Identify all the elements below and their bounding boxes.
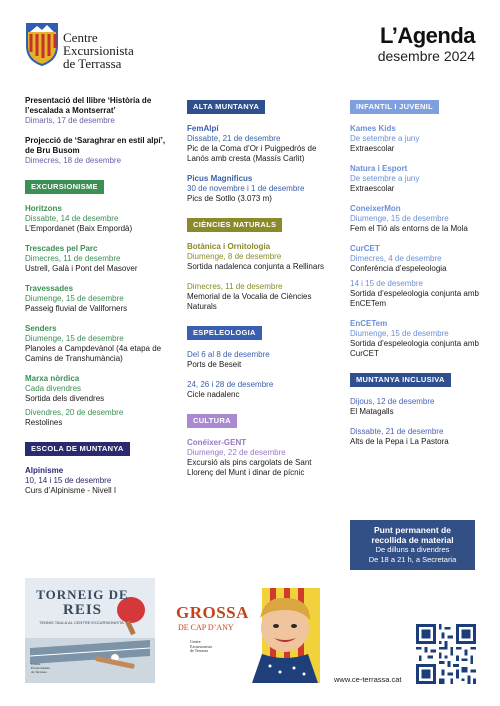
item-desc: Pic de la Coma d’Or i Puigpedrós de Lanós amb cresta (Massís Carlit)	[187, 144, 317, 163]
column-middle	[187, 96, 337, 488]
item-name: Natura i Esport	[350, 164, 408, 173]
item-desc: Sortida d’espeleologia conjunta amb CurCET	[350, 339, 479, 358]
item-name: ConeixerMon	[350, 204, 401, 213]
section-excursionisme	[25, 176, 175, 428]
list-item	[350, 427, 480, 447]
section-espeleologia	[187, 322, 337, 400]
item-date: Diumenge, 22 de desembre	[187, 448, 286, 457]
section-header: ALTA MUNTANYA	[187, 100, 265, 114]
item-date: Dimecres, 11 de desembre	[187, 282, 283, 291]
page-title-block	[378, 24, 475, 64]
item-name: CurCET	[350, 244, 380, 253]
section-infantil-juvenil	[350, 96, 480, 359]
item-desc: Passeig fluvial de Vallforners	[25, 304, 128, 313]
item-desc: Restolines	[25, 418, 63, 427]
org-name-line1: Centre	[63, 30, 98, 45]
item-name: Travessades	[25, 284, 74, 293]
torneig-title-line1: TORNEIG DE	[36, 587, 129, 602]
section-header: EXCURSIONISME	[25, 180, 104, 194]
item-date: De setembre a juny	[350, 174, 420, 183]
torneig-title-line2: REIS	[62, 602, 103, 618]
collection-point-banner	[350, 520, 475, 570]
grossa-logo	[190, 640, 212, 654]
item-date: Diumenge, 8 de desembre	[187, 252, 282, 261]
item-desc: Fem el Tió als entorns de la Mola	[350, 224, 468, 233]
list-item	[25, 374, 175, 404]
item-desc: Extraescolar	[350, 184, 395, 193]
item-name: Conéixer-GENT	[187, 438, 247, 447]
column-right	[350, 96, 480, 457]
item-name: Alpinisme	[25, 466, 64, 475]
grossa-poster[interactable]	[170, 588, 320, 683]
grossa-logo-line3: de Terrassa	[190, 648, 208, 653]
item-name: Trescades pel Parc	[25, 244, 98, 253]
grossa-logo-line2: Excursionista	[190, 643, 212, 649]
item-date: Divendres, 20 de desembre	[25, 408, 124, 417]
item-date: Dimarts, 17 de desembre	[25, 116, 115, 125]
item-date: 14 i 15 de desembre	[350, 279, 423, 288]
item-desc: Planoles a Campdevànol (4a etapa de Camins de Transhumància)	[25, 344, 162, 363]
list-item	[350, 204, 480, 234]
list-item	[187, 124, 337, 164]
torneig-logo-line2: Excursionista	[31, 666, 51, 670]
grossa-subtitle: DE CAP D’ANY	[178, 623, 234, 632]
item-date: 24, 26 i 28 de desembre	[187, 380, 274, 389]
item-name: Marxa nòrdica	[25, 374, 80, 383]
item-desc: Curs d’Alpinisme - Nivell I	[25, 486, 117, 495]
list-item	[25, 96, 175, 126]
torneig-poster[interactable]	[25, 578, 155, 683]
item-name: FemAlpí	[187, 124, 219, 133]
item-date: Diumenge, 15 de desembre	[350, 329, 449, 338]
item-date: Cada divendres	[25, 384, 82, 393]
item-desc: Sortida d’espeleologia conjunta amb EnCETem	[350, 289, 479, 308]
list-item	[350, 279, 480, 309]
org-name-line2: Excursionista	[63, 43, 134, 58]
grossa-title: GROSSA	[176, 603, 249, 622]
banner-title-line2: recollida de material	[371, 535, 454, 545]
item-name: Presentació del llibre ‘Història de l’escalada a Montserrat’	[25, 96, 152, 115]
item-date: 10, 14 i 15 de desembre	[25, 476, 112, 485]
item-name: Horitzons	[25, 204, 62, 213]
org-logo	[25, 22, 145, 72]
item-desc: Extraescolar	[350, 144, 395, 153]
item-desc: El Matagalls	[350, 407, 394, 416]
list-item	[187, 350, 337, 370]
intro-section	[25, 96, 175, 166]
torneig-logo	[31, 662, 50, 674]
section-header: INFANTIL I JUVENIL	[350, 100, 439, 114]
torneig-subtitle: TENNIS TAULA AL CENTRE EXCURSIONISTA	[39, 620, 124, 625]
list-item	[25, 466, 175, 496]
item-name: EnCETem	[350, 319, 388, 328]
section-alta-muntanya	[187, 96, 337, 204]
list-item	[25, 408, 175, 428]
item-date: Diumenge, 15 de desembre	[25, 294, 124, 303]
org-name-line3: de Terrassa	[63, 56, 122, 71]
list-item	[187, 380, 337, 400]
list-item	[350, 244, 480, 274]
page-subtitle: desembre 2024	[377, 48, 475, 64]
item-name: Projecció de ‘Saraghrar en estil alpí’, de Bru Busom	[25, 136, 166, 155]
website-link[interactable]: www.ce-terrassa.cat	[334, 675, 402, 684]
item-date: Dissabte, 21 de desembre	[350, 427, 444, 436]
list-item	[25, 324, 175, 364]
item-date: De setembre a juny	[350, 134, 420, 143]
item-date: Dimecres, 4 de desembre	[350, 254, 442, 263]
list-item	[187, 242, 337, 272]
list-item	[350, 319, 480, 359]
list-item	[25, 284, 175, 314]
item-date: Dimecres, 11 de desembre	[25, 254, 121, 263]
list-item	[25, 136, 175, 166]
section-escola	[25, 438, 175, 496]
item-desc: Alts de la Pepa i La Pastora	[350, 437, 449, 446]
section-header: MUNTANYA INCLUSIVA	[350, 373, 451, 387]
item-name: Kames Kids	[350, 124, 396, 133]
section-header: CULTURA	[187, 414, 237, 428]
item-date: Dimecres, 18 de desembre	[25, 156, 122, 165]
item-desc: Sortida dels divendres	[25, 394, 105, 403]
list-item	[350, 124, 480, 154]
item-desc: Memorial de la Vocalia de Ciències Naturals	[187, 292, 312, 311]
item-name: Senders	[25, 324, 57, 333]
list-item	[25, 204, 175, 234]
list-item	[187, 438, 337, 478]
item-desc: L’Empordanet (Baix Empordà)	[25, 224, 133, 233]
torneig-logo-line1: Centre	[31, 662, 41, 666]
section-ciencies-naturals	[187, 214, 337, 312]
list-item	[187, 282, 337, 312]
list-item	[350, 164, 480, 194]
item-desc: Cicle nadalenc	[187, 390, 240, 399]
torneig-logo-line3: de Terrassa	[31, 670, 47, 674]
item-desc: Pics de Sotllo (3.073 m)	[187, 194, 272, 203]
item-desc: Ports de Beseit	[187, 360, 242, 369]
item-desc: Conferència d’espeleologia	[350, 264, 447, 273]
list-item	[350, 397, 480, 417]
item-date: Dijous, 12 de desembre	[350, 397, 435, 406]
column-left	[25, 96, 175, 506]
item-date: Diumenge, 15 de desembre	[350, 214, 449, 223]
list-item	[187, 174, 337, 204]
item-desc: Sortida nadalenca conjunta a Rellinars	[187, 262, 324, 271]
item-desc: Ustrell, Galà i Pont del Masover	[25, 264, 138, 273]
item-date: Dissabte, 21 de desembre	[187, 134, 281, 143]
banner-line4: De 18 a 21 h, a Secretaria	[368, 555, 457, 564]
section-header: ESPELEOLOGIA	[187, 326, 262, 340]
section-muntanya-inclusiva	[350, 369, 480, 447]
qr-code-icon[interactable]	[416, 624, 476, 684]
item-name: Botànica i Ornitologia	[187, 242, 271, 251]
banner-line3: De dilluns a divendres	[375, 545, 450, 554]
list-item	[25, 244, 175, 274]
grossa-logo-line1: Centre	[190, 639, 201, 644]
page-title: L’Agenda	[379, 23, 475, 48]
org-name	[63, 31, 134, 70]
item-date: Diumenge, 15 de desembre	[25, 334, 124, 343]
section-header: ESCOLA DE MUNTANYA	[25, 442, 130, 456]
banner-title-line1: Punt permanent de	[374, 525, 451, 535]
item-desc: Excursió als pins cargolats de Sant Llorenç del Munt i dinar de pícnic	[187, 458, 312, 477]
item-date: 30 de novembre i 1 de desembre	[187, 184, 305, 193]
shield-icon	[25, 22, 59, 66]
item-name: Picus Magnificus	[187, 174, 253, 183]
section-cultura	[187, 410, 337, 478]
section-header: CIÈNCIES NATURALS	[187, 218, 282, 232]
item-date: Del 6 al 8 de desembre	[187, 350, 270, 359]
item-date: Dissabte, 14 de desembre	[25, 214, 119, 223]
